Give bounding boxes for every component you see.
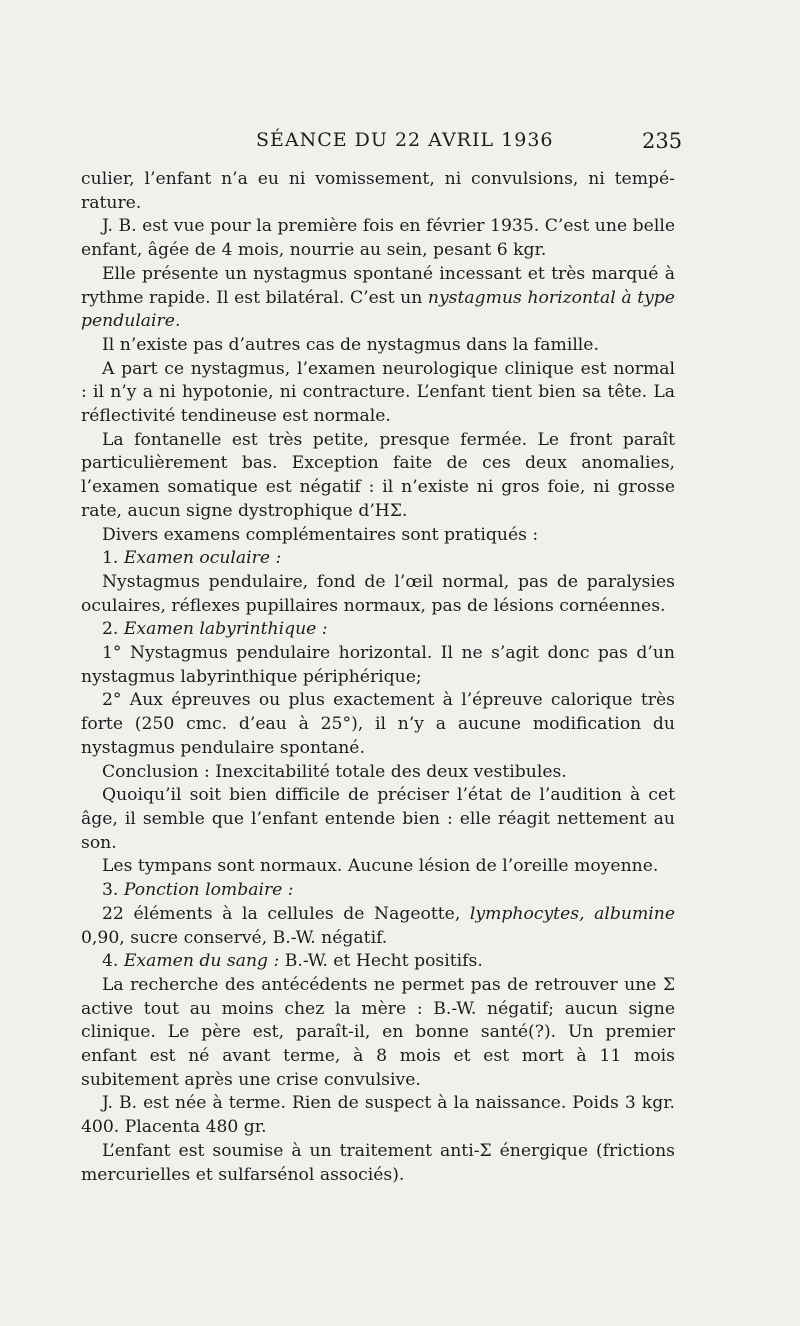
paragraph: [81, 761, 675, 785]
paragraph-text: Les tympans sont normaux. Aucune lésion de l’oreille moyenne.: [102, 856, 659, 877]
paragraph: [81, 429, 675, 524]
paragraph: [81, 334, 675, 358]
paragraph: [81, 1140, 675, 1187]
paragraph-italic: nystagmus horizontal à type pendulaire.: [81, 287, 675, 332]
paragraph: [81, 974, 675, 1093]
section-heading: [81, 618, 675, 642]
paragraph: [81, 689, 675, 760]
heading-title: Examen labyrinthique :: [123, 619, 328, 640]
page-number: 235: [642, 129, 683, 153]
paragraph-text: 1° Nystagmus pendulaire horizontal. Il ne s’agit donc pas d’un nystagmus labyrinthique périphérique;: [81, 643, 675, 687]
heading-text-after: B.-W. et Hecht positifs.: [279, 951, 483, 972]
paragraph-italic: lymphocytes, albumine: [469, 903, 675, 924]
heading-title: Examen du sang :: [123, 951, 280, 972]
paragraph-text: J. B. est vue pour la première fois en février 1935. C’est une belle enfant, âgée de 4 mois, nourrie au sein, pesant 6 kgr.: [81, 216, 675, 261]
paragraph: [81, 903, 675, 950]
heading-number: 2.: [102, 619, 124, 640]
paragraph-text: Conclusion : Inexcitabilité totale des deux vestibules.: [102, 761, 567, 782]
paragraph-text: L’enfant est soumise à un traitement anti-Σ énergique (frictions mercurielles et sulfarsénol associés).: [81, 1140, 675, 1185]
paragraph-text: La recherche des antécédents ne permet pas de retrouver une Σ active tout au moins chez la mère : B.-W. négatif; aucun signe clinique. Le père est, paraît-il, en bonne santé(?). Un premier enfant est né avant terme, à 8 mois et est mort à 11 mois subitement après une crise convulsive.: [81, 974, 675, 1090]
paragraph-text: A part ce nystagmus, l’examen neurologique clinique est normal : il n’y a ni hypotonie, ni contracture. L’enfant tient bien sa tête. La réflectivité tendineuse est normale.: [81, 358, 675, 427]
paragraph-text: Quoiqu’il soit bien difficile de préciser l’état de l’audition à cet âge, il semble que l’enfant entende bien : elle réagit nettement au son.: [81, 785, 675, 853]
paragraph-text: 2° Aux épreuves ou plus exactement à l’épreuve calorique très forte (250 cmc. d’eau à 25°), il n’y a aucune modification du nystagmus pendulaire spontané.: [81, 690, 675, 758]
paragraph-text: culier, l’enfant n’a eu ni vomissement, ni convulsions, ni tempé-rature.: [81, 169, 675, 213]
paragraph: [81, 263, 675, 334]
paragraph: [81, 784, 675, 855]
paragraph-text: Nystagmus pendulaire, fond de l’œil normal, pas de paralysies oculaires, réflexes pupillaires normaux, pas de lésions cornéennes.: [81, 571, 675, 616]
heading-number: 3.: [102, 880, 124, 901]
paragraph-text: Elle présente un nystagmus spontané incessant et très marqué à rythme rapide. Il est bilatéral. C’est un: [81, 263, 675, 308]
page-header: [0, 127, 800, 157]
paragraph-text: Il n’existe pas d’autres cas de nystagmus dans la famille.: [102, 334, 599, 355]
paragraph-text: J. B. est née à terme. Rien de suspect à la naissance. Poids 3 kgr. 400. Placenta 480 gr.: [81, 1093, 675, 1138]
paragraph: [81, 168, 675, 215]
paragraph: [81, 855, 675, 879]
body-text: [81, 168, 675, 1187]
paragraph: [81, 215, 675, 262]
section-heading: [81, 547, 675, 571]
heading-title: Ponction lombaire :: [123, 880, 294, 901]
paragraph-text: Divers examens complémentaires sont pratiqués :: [102, 524, 539, 545]
paragraph: [81, 642, 675, 689]
heading-title: Examen oculaire :: [123, 548, 282, 569]
section-heading: [81, 879, 675, 903]
paragraph: [81, 1092, 675, 1139]
paragraph-text: La fontanelle est très petite, presque fermée. Le front paraît particulièrement bas. Exception faite de ces deux anomalies, l’examen somatique est négatif : il n’existe ni gros foie, ni grosse rate, aucun signe dystrophique d’HΣ.: [81, 429, 675, 521]
paragraph: [81, 571, 675, 618]
heading-number: 4.: [102, 951, 124, 972]
heading-number: 1.: [102, 548, 124, 569]
paragraph-text-after: 0,90, sucre conservé, B.-W. négatif.: [81, 927, 388, 948]
paragraph-text: 22 éléments à la cellules de Nageotte,: [102, 903, 470, 924]
running-title: SÉANCE DU 22 AVRIL 1936: [256, 129, 554, 151]
paragraph: [81, 358, 675, 429]
paragraph: [81, 524, 675, 548]
section-heading: [81, 950, 675, 974]
